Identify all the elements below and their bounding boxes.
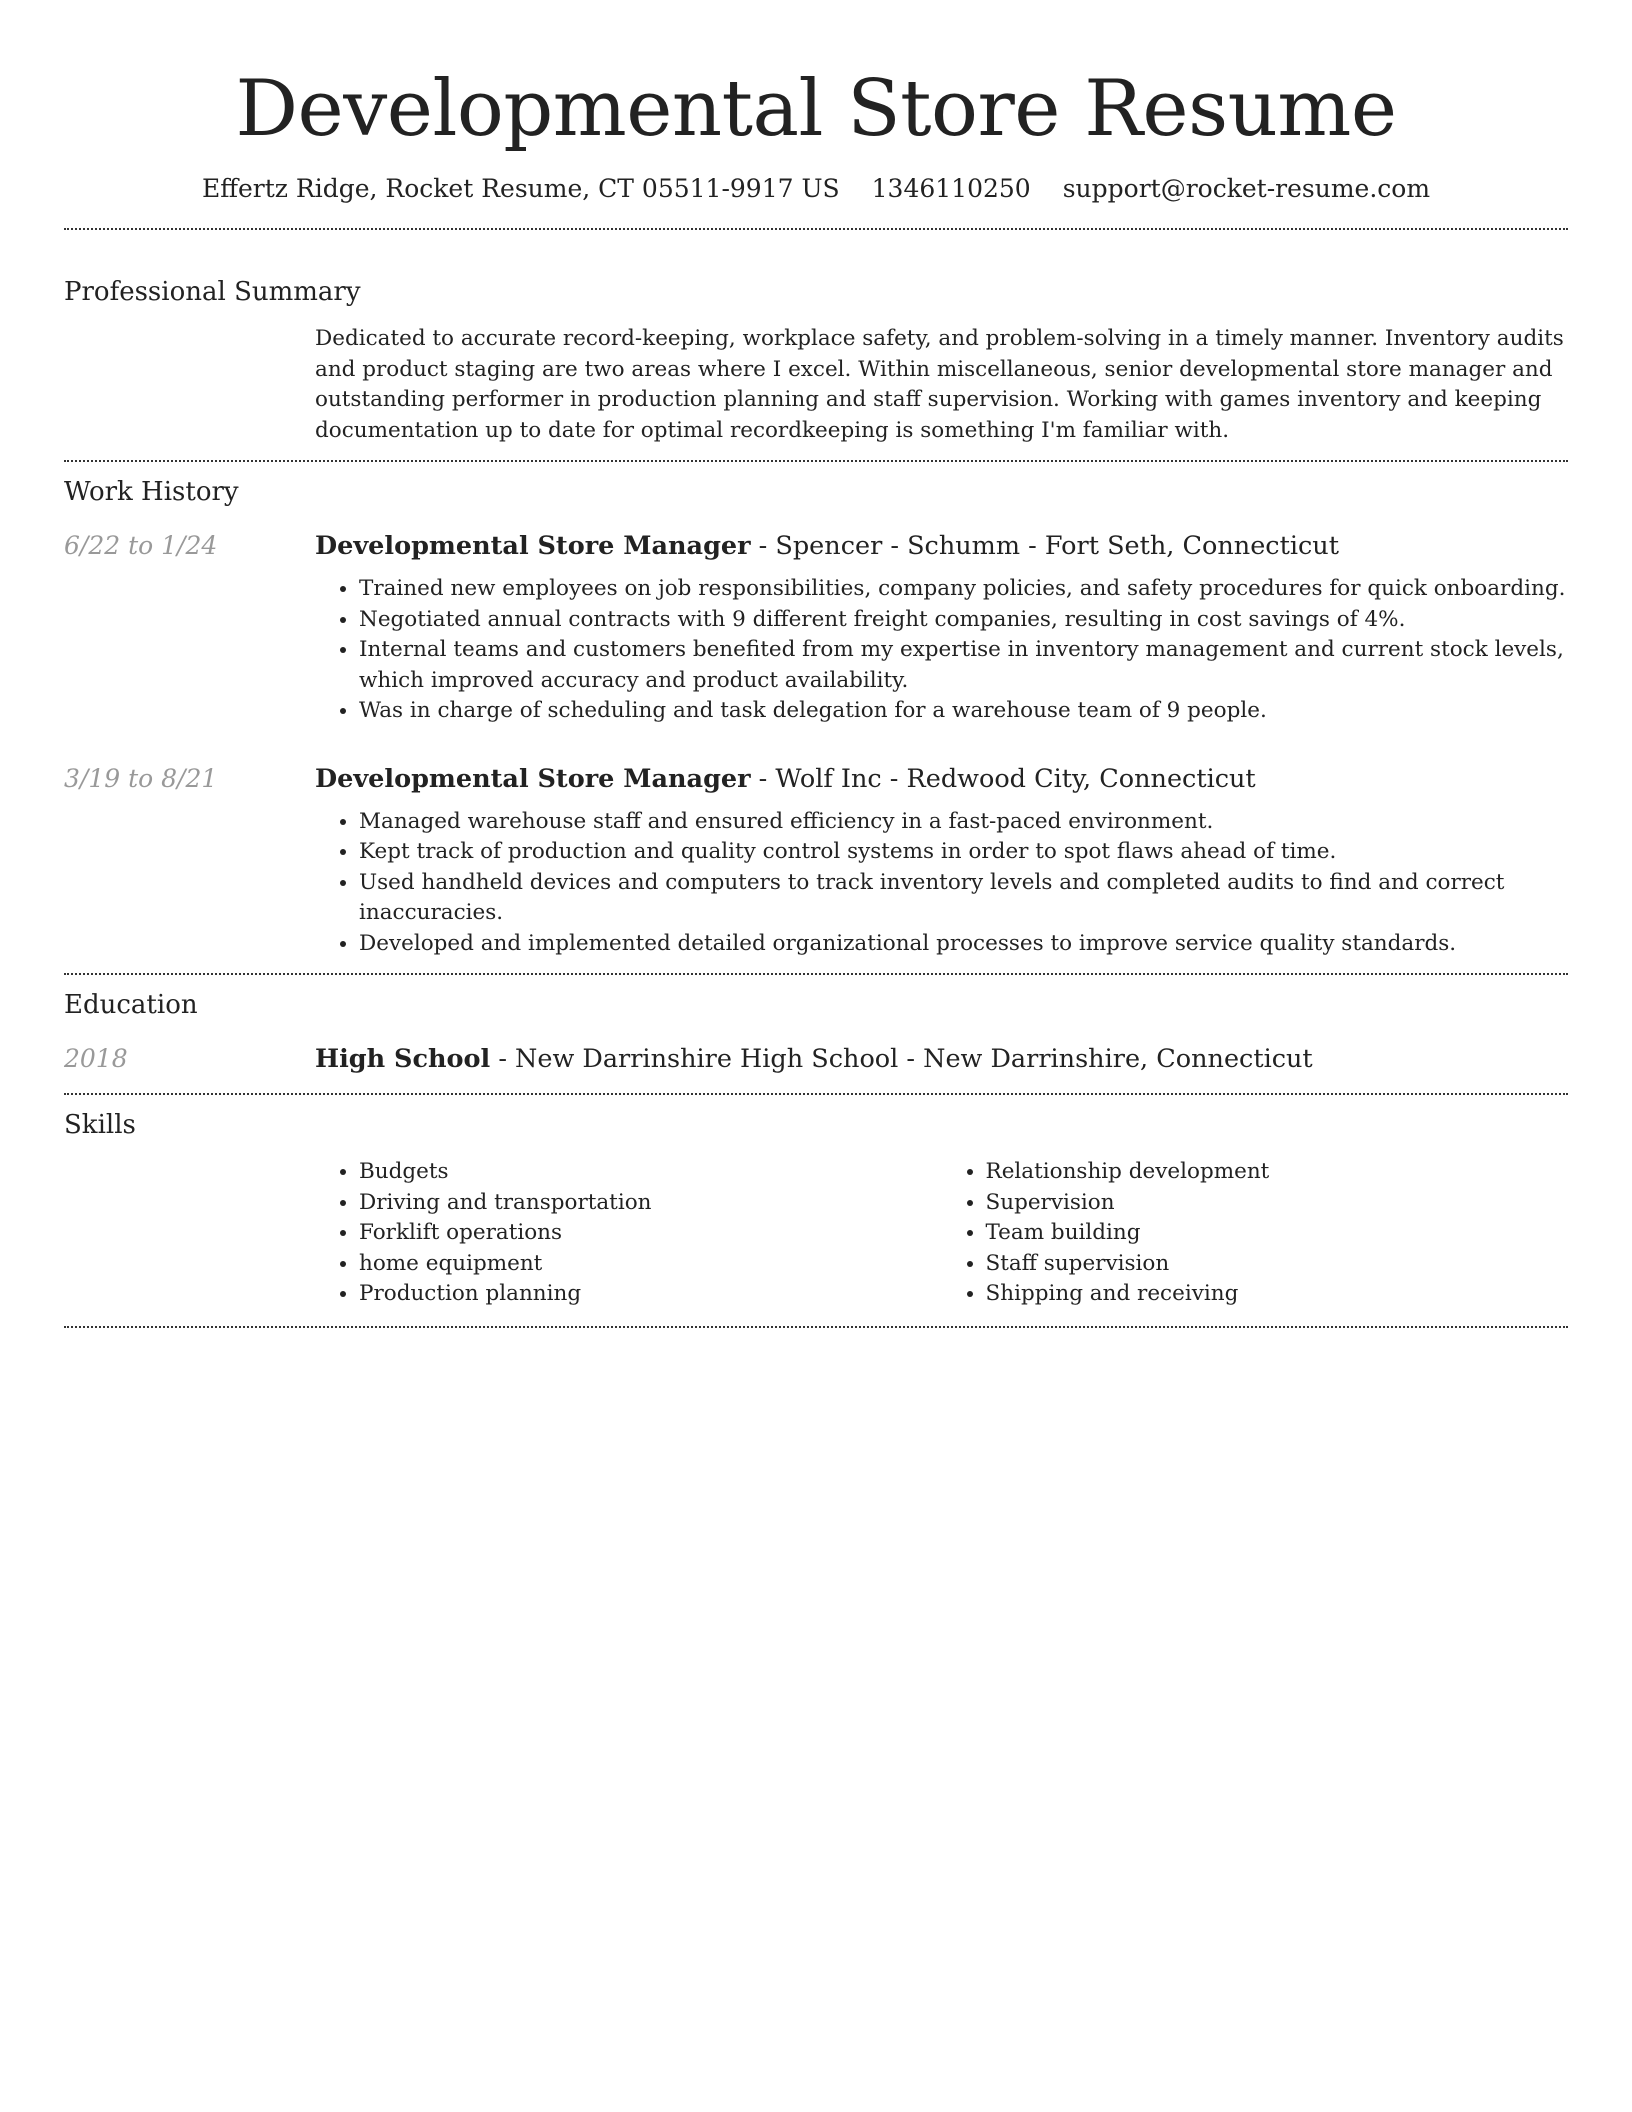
summary-heading: Professional Summary (64, 277, 361, 307)
list-item: • Was in charge of scheduling and task delegation for a warehouse team of 9 people. (359, 696, 1568, 727)
contact-line (64, 168, 1568, 210)
list-item: • Production planning (359, 1279, 942, 1310)
contact-phone: 1346110250 (871, 174, 1031, 203)
job-date: 6/22 to 1/24 (64, 531, 218, 560)
divider (64, 228, 1568, 230)
skills-heading: Skills (64, 1110, 136, 1140)
divider (64, 1093, 1568, 1095)
job-bullets (315, 574, 1568, 727)
list-item: • Team building (986, 1218, 1569, 1249)
resume-title: Developmental Store Resume (235, 64, 1397, 154)
list-item: • Staff supervision (986, 1249, 1569, 1280)
list-item: • Driving and transportation (359, 1188, 942, 1219)
contact-address: Effertz Ridge, Rocket Resume, CT 05511-9917 US (201, 174, 840, 203)
list-item: • home equipment (359, 1249, 942, 1280)
divider (64, 973, 1568, 975)
skills-section (64, 1103, 1568, 1310)
list-item: • Relationship development (986, 1157, 1569, 1188)
resume-page (64, 0, 1568, 1328)
job-details: - Spencer - Schumm - Fort Seth, Connecticut (750, 531, 1339, 561)
skills-list-right (942, 1157, 1569, 1310)
education-heading-line (315, 1041, 1568, 1077)
list-item: • Managed warehouse staff and ensured efficiency in a fast-paced environment. (359, 807, 1568, 838)
education-details: - New Darrinshire High School - New Darrinshire, Connecticut (490, 1044, 1313, 1074)
work-history-section (64, 470, 1568, 959)
job-role: Developmental Store Manager (315, 531, 751, 561)
list-item: • Internal teams and customers benefited from my expertise in inventory management and current stock levels, which improved accuracy and product availability. (359, 635, 1568, 696)
education-heading: Education (64, 990, 198, 1020)
job-heading (315, 761, 1568, 797)
work-history-heading: Work History (64, 477, 239, 507)
contact-email[interactable]: support@rocket-resume.com (1062, 174, 1431, 203)
list-item: • Kept track of production and quality control systems in order to spot flaws ahead of time. (359, 837, 1568, 868)
skills-list-left (315, 1157, 942, 1310)
list-item: • Supervision (986, 1188, 1569, 1219)
list-item: • Shipping and receiving (986, 1279, 1569, 1310)
education-degree: High School (315, 1044, 491, 1074)
list-item: • Developed and implemented detailed organizational processes to improve service quality standards. (359, 929, 1568, 960)
job-heading (315, 528, 1568, 564)
education-section (64, 983, 1568, 1077)
job-date: 3/19 to 8/21 (64, 763, 218, 793)
job-bullets (315, 807, 1568, 960)
job-details: - Wolf Inc - Redwood City, Connecticut (750, 763, 1256, 794)
job-role: Developmental Store Manager (315, 763, 751, 794)
list-item: • Negotiated annual contracts with 9 different freight companies, resulting in cost savings of 4%. (359, 605, 1568, 636)
summary-text: Dedicated to accurate record-keeping, workplace safety, and problem-solving in a timely manner. Inventory audits and product staging are two areas where I excel. Within miscellaneous, senior developmental store manager and outstanding performer in production planning and staff supervision. Working with games inventory and keeping documentation up to date for optimal recordkeeping is something I'm familiar with. (315, 326, 1564, 443)
divider (64, 460, 1568, 462)
job-entry (64, 528, 1568, 727)
summary-section (64, 270, 1568, 446)
divider (64, 1326, 1568, 1328)
skills-columns (315, 1157, 1568, 1310)
education-entry (64, 1041, 1568, 1077)
education-date: 2018 (64, 1044, 128, 1073)
list-item: • Budgets (359, 1157, 942, 1188)
list-item: • Trained new employees on job responsibilities, company policies, and safety procedures for quick onboarding. (359, 574, 1568, 605)
list-item: • Forklift operations (359, 1218, 942, 1249)
list-item: • Used handheld devices and computers to track inventory levels and completed audits to find and correct inaccuracies. (359, 868, 1568, 929)
job-entry (64, 761, 1568, 960)
